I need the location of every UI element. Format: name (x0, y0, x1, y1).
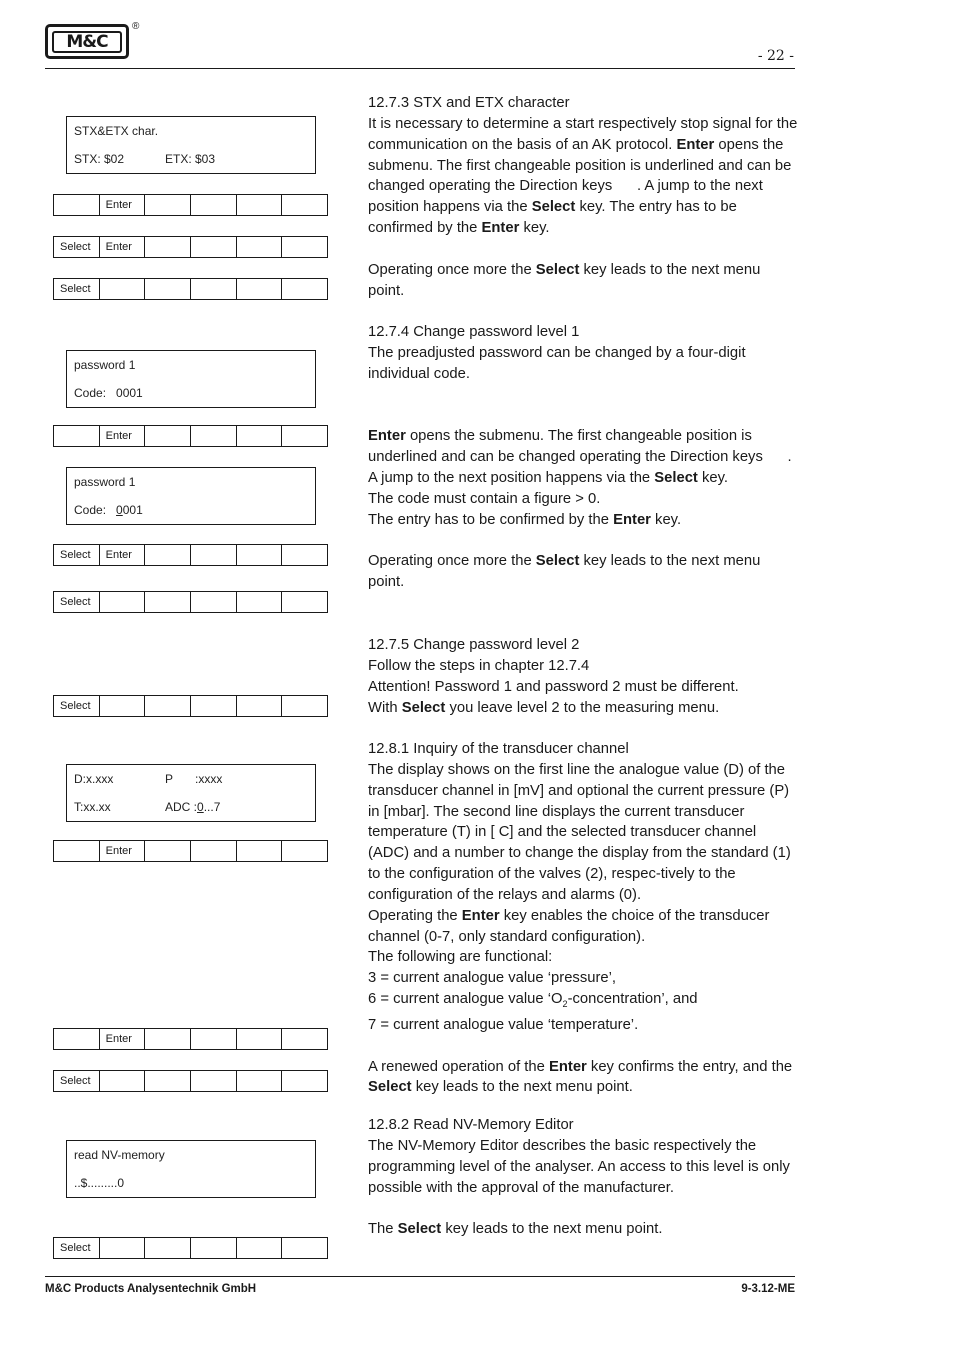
key-row (53, 544, 328, 566)
paragraph: Follow the steps in chapter 12.7.4 (368, 657, 590, 674)
key-empty[interactable] (100, 592, 146, 612)
display-line: STX&ETX char. (74, 124, 159, 138)
key-empty[interactable] (237, 696, 283, 716)
section-heading: 12.7.3 STX and ETX character (368, 95, 570, 111)
key-empty[interactable] (191, 841, 237, 861)
key-row (53, 194, 328, 216)
key-empty[interactable] (237, 841, 283, 861)
key-empty[interactable] (145, 1238, 191, 1258)
text: key enables the choice of the transducer channel (0-7, only standard configuration). (368, 907, 770, 945)
bold-term: Select (654, 469, 698, 486)
section-12-7-5 (368, 635, 800, 718)
key-empty[interactable] (145, 426, 191, 446)
key-row (53, 1028, 328, 1050)
key-row (53, 425, 328, 447)
footer-doc-code: 9-3.12-ME (741, 1283, 795, 1295)
paragraph (368, 510, 800, 531)
key-empty[interactable] (191, 426, 237, 446)
section-12-8-2 (368, 1115, 800, 1240)
select-key[interactable]: Select (54, 696, 100, 716)
text: key leads to the next menu point. (368, 261, 761, 299)
select-key[interactable]: Select (54, 237, 100, 257)
key-empty[interactable] (282, 426, 327, 446)
paragraph: The code must contain a figure > 0. (368, 490, 601, 507)
key-empty[interactable] (237, 426, 283, 446)
display-line: D:x.xxx (74, 772, 114, 786)
section-heading: 12.7.4 Change password level 1 (368, 324, 580, 340)
key-empty[interactable] (191, 1071, 237, 1091)
header-rule (45, 68, 795, 69)
section-12-8-1 (368, 739, 800, 1098)
text: Operating once more the (368, 553, 536, 570)
key-empty[interactable] (191, 696, 237, 716)
text: key leads to the next menu point. (441, 1221, 663, 1238)
select-key[interactable]: Select (54, 1071, 100, 1091)
display-transducer (66, 764, 316, 822)
key-empty[interactable] (54, 195, 100, 215)
display-line: :xxxx (195, 772, 223, 786)
bold-term: Select (397, 1221, 442, 1238)
bold-term: Enter (368, 428, 406, 445)
key-empty[interactable] (237, 545, 283, 565)
key-empty[interactable] (282, 841, 327, 861)
section-12-7-4 (368, 322, 800, 593)
key-row (53, 1070, 328, 1092)
display-stx-etx (66, 116, 316, 174)
adc-range: ...7 (203, 800, 221, 814)
section-heading: 12.8.1 Inquiry of the transducer channel (368, 741, 629, 757)
key-empty[interactable] (237, 1029, 283, 1049)
text: The (368, 1221, 398, 1238)
display-nv-memory (66, 1140, 316, 1198)
key-empty[interactable] (191, 195, 237, 215)
registered-mark: ® (132, 21, 140, 32)
text: opens the submenu. The first changeable position is underlined and can be changed operating the Direction keys . A jump to the next position happens via the (368, 136, 796, 216)
text: key leads to the next menu point. (411, 1079, 633, 1096)
section-12-7-3 (368, 93, 800, 301)
key-empty[interactable] (282, 279, 327, 299)
text: The entry has to be confirmed by the (368, 511, 614, 528)
bold-term: Enter (613, 511, 651, 528)
paragraph (368, 426, 800, 489)
paragraph: 3 = current analogue value ‘pressure’, (368, 970, 616, 987)
display-line: T:xx.xx (74, 800, 111, 814)
text: you leave level 2 to the measuring menu. (445, 699, 720, 716)
text: key confirms the entry, and the (586, 1058, 793, 1075)
key-row (53, 695, 328, 717)
section-heading: 12.8.2 Read NV-Memory Editor (368, 1117, 574, 1133)
bold-term: Enter (481, 220, 520, 237)
text: -concentration’, and (567, 991, 698, 1008)
text: opens the submenu. The first changeable position is underlined and can be changed operating the Direction keys . A jump to the next position happens via the (368, 428, 795, 486)
enter-key[interactable]: Enter (100, 426, 146, 446)
key-empty[interactable] (145, 841, 191, 861)
bold-term: Select (401, 699, 446, 716)
key-empty[interactable] (191, 592, 237, 612)
bold-term: Enter (676, 136, 715, 153)
enter-key[interactable]: Enter (100, 1029, 146, 1049)
paragraph (368, 114, 800, 239)
key-empty[interactable] (54, 841, 100, 861)
display-line: password 1 (74, 358, 136, 372)
display-line: read NV-memory (74, 1148, 165, 1162)
enter-key[interactable]: Enter (100, 545, 146, 565)
key-empty[interactable] (282, 545, 327, 565)
bold-term: Select (368, 1079, 412, 1096)
key-row (53, 278, 328, 300)
text: key. (519, 220, 550, 237)
key-empty[interactable] (100, 1071, 146, 1091)
text: key. The entry has to be confirmed by the (368, 199, 737, 237)
select-key[interactable]: Select (54, 279, 100, 299)
display-line: ..$.........0 (74, 1176, 125, 1190)
key-empty[interactable] (237, 1071, 283, 1091)
key-empty[interactable] (237, 279, 283, 299)
display-password-1-edit (66, 467, 316, 525)
key-empty[interactable] (145, 195, 191, 215)
select-key[interactable]: Select (54, 545, 100, 565)
text: Operating once more the (368, 261, 536, 278)
key-empty[interactable] (282, 237, 327, 257)
select-key[interactable]: Select (54, 592, 100, 612)
paragraph: The display shows on the first line the analogue value (D) of the transducer channel in [mV] and optional the current pressure (P) in [mbar]. The second line displays the current transducer temperature (T) in [ C] and the selected transducer channel (ADC) and a number to change the display from the standard (1) to the configuration of the valves (2), respec-tively to the configuration of the relays and alarms (0). (368, 761, 791, 903)
display-line (74, 503, 143, 517)
display-line: ETX: $03 (165, 152, 216, 166)
key-empty[interactable] (191, 1029, 237, 1049)
code-rest: 001 (122, 503, 143, 517)
key-row (53, 840, 328, 862)
key-empty[interactable] (191, 545, 237, 565)
text: key leads to the next menu point. (368, 553, 761, 591)
paragraph: 7 = current analogue value ‘temperature’. (368, 1016, 639, 1033)
cursor-digit: 0 (116, 503, 123, 517)
key-empty[interactable] (191, 279, 237, 299)
footer-company: M&C Products Analysentechnik GmbH (45, 1283, 257, 1295)
footer-rule (45, 1276, 795, 1277)
bold-term: Select (535, 553, 580, 570)
bold-term: Enter (461, 907, 500, 924)
key-empty[interactable] (145, 279, 191, 299)
paragraph: The NV-Memory Editor describes the basic respectively the programming level of the analyser. An access to this level is only possible with the approval of the manufacturer. (368, 1137, 790, 1196)
key-empty[interactable] (237, 1238, 283, 1258)
enter-key[interactable]: Enter (100, 195, 146, 215)
display-line: Code: 0001 (74, 386, 143, 400)
enter-key[interactable]: Enter (100, 841, 146, 861)
paragraph (368, 698, 800, 719)
key-empty[interactable] (145, 545, 191, 565)
key-empty[interactable] (282, 696, 327, 716)
key-empty[interactable] (145, 1029, 191, 1049)
key-empty[interactable] (237, 237, 283, 257)
paragraph (368, 260, 800, 302)
enter-key[interactable]: Enter (100, 237, 146, 257)
text: key. (650, 511, 682, 528)
text: 6 = current analogue value ‘O (368, 991, 563, 1008)
display-password-1 (66, 350, 316, 408)
section-heading: 12.7.5 Change password level 2 (368, 637, 580, 653)
key-row (53, 1237, 328, 1259)
display-line (165, 800, 220, 814)
key-empty[interactable] (282, 195, 327, 215)
paragraph (368, 1057, 800, 1099)
code-label: Code: (74, 503, 107, 517)
key-empty[interactable] (282, 1238, 327, 1258)
key-empty[interactable] (54, 1029, 100, 1049)
paragraph (368, 1219, 800, 1240)
key-empty[interactable] (54, 426, 100, 446)
text: Operating the (368, 907, 462, 924)
paragraph (368, 906, 800, 948)
key-empty[interactable] (100, 696, 146, 716)
key-empty[interactable] (237, 592, 283, 612)
paragraph: The following are functional: (368, 949, 553, 966)
key-row (53, 236, 328, 258)
key-empty[interactable] (145, 1071, 191, 1091)
paragraph: The preadjusted password can be changed by a four-digit individual code. (368, 344, 746, 382)
key-empty[interactable] (282, 592, 327, 612)
display-line: password 1 (74, 475, 136, 489)
text: A renewed operation of the (368, 1058, 549, 1075)
logo-text: M&C (52, 31, 122, 53)
text: key. (697, 469, 729, 486)
key-empty[interactable] (100, 1238, 146, 1258)
bold-term: Select (535, 261, 580, 278)
key-empty[interactable] (282, 1071, 327, 1091)
cursor-digit: 0 (197, 800, 204, 814)
key-row (53, 591, 328, 613)
bold-term: Select (531, 199, 576, 216)
subscript: 2 (562, 999, 568, 1010)
key-empty[interactable] (145, 592, 191, 612)
select-key[interactable]: Select (54, 1238, 100, 1258)
key-empty[interactable] (191, 237, 237, 257)
key-empty[interactable] (191, 1238, 237, 1258)
bold-term: Enter (548, 1058, 587, 1075)
paragraph (368, 989, 800, 1015)
paragraph: Attention! Password 1 and password 2 must be different. (368, 678, 739, 695)
company-logo (45, 24, 129, 59)
page-number: - 22 - (757, 48, 794, 64)
text: With (368, 699, 402, 716)
key-empty[interactable] (145, 696, 191, 716)
text: It is necessary to determine a start respectively stop signal for the communication on the basis of an AK protocol. (368, 115, 798, 153)
adc-label: ADC : (165, 800, 198, 814)
display-line: P (165, 772, 174, 786)
display-line: STX: $02 (74, 152, 125, 166)
key-empty[interactable] (282, 1029, 327, 1049)
key-empty[interactable] (237, 195, 283, 215)
key-empty[interactable] (145, 237, 191, 257)
key-empty[interactable] (100, 279, 146, 299)
paragraph (368, 551, 800, 593)
